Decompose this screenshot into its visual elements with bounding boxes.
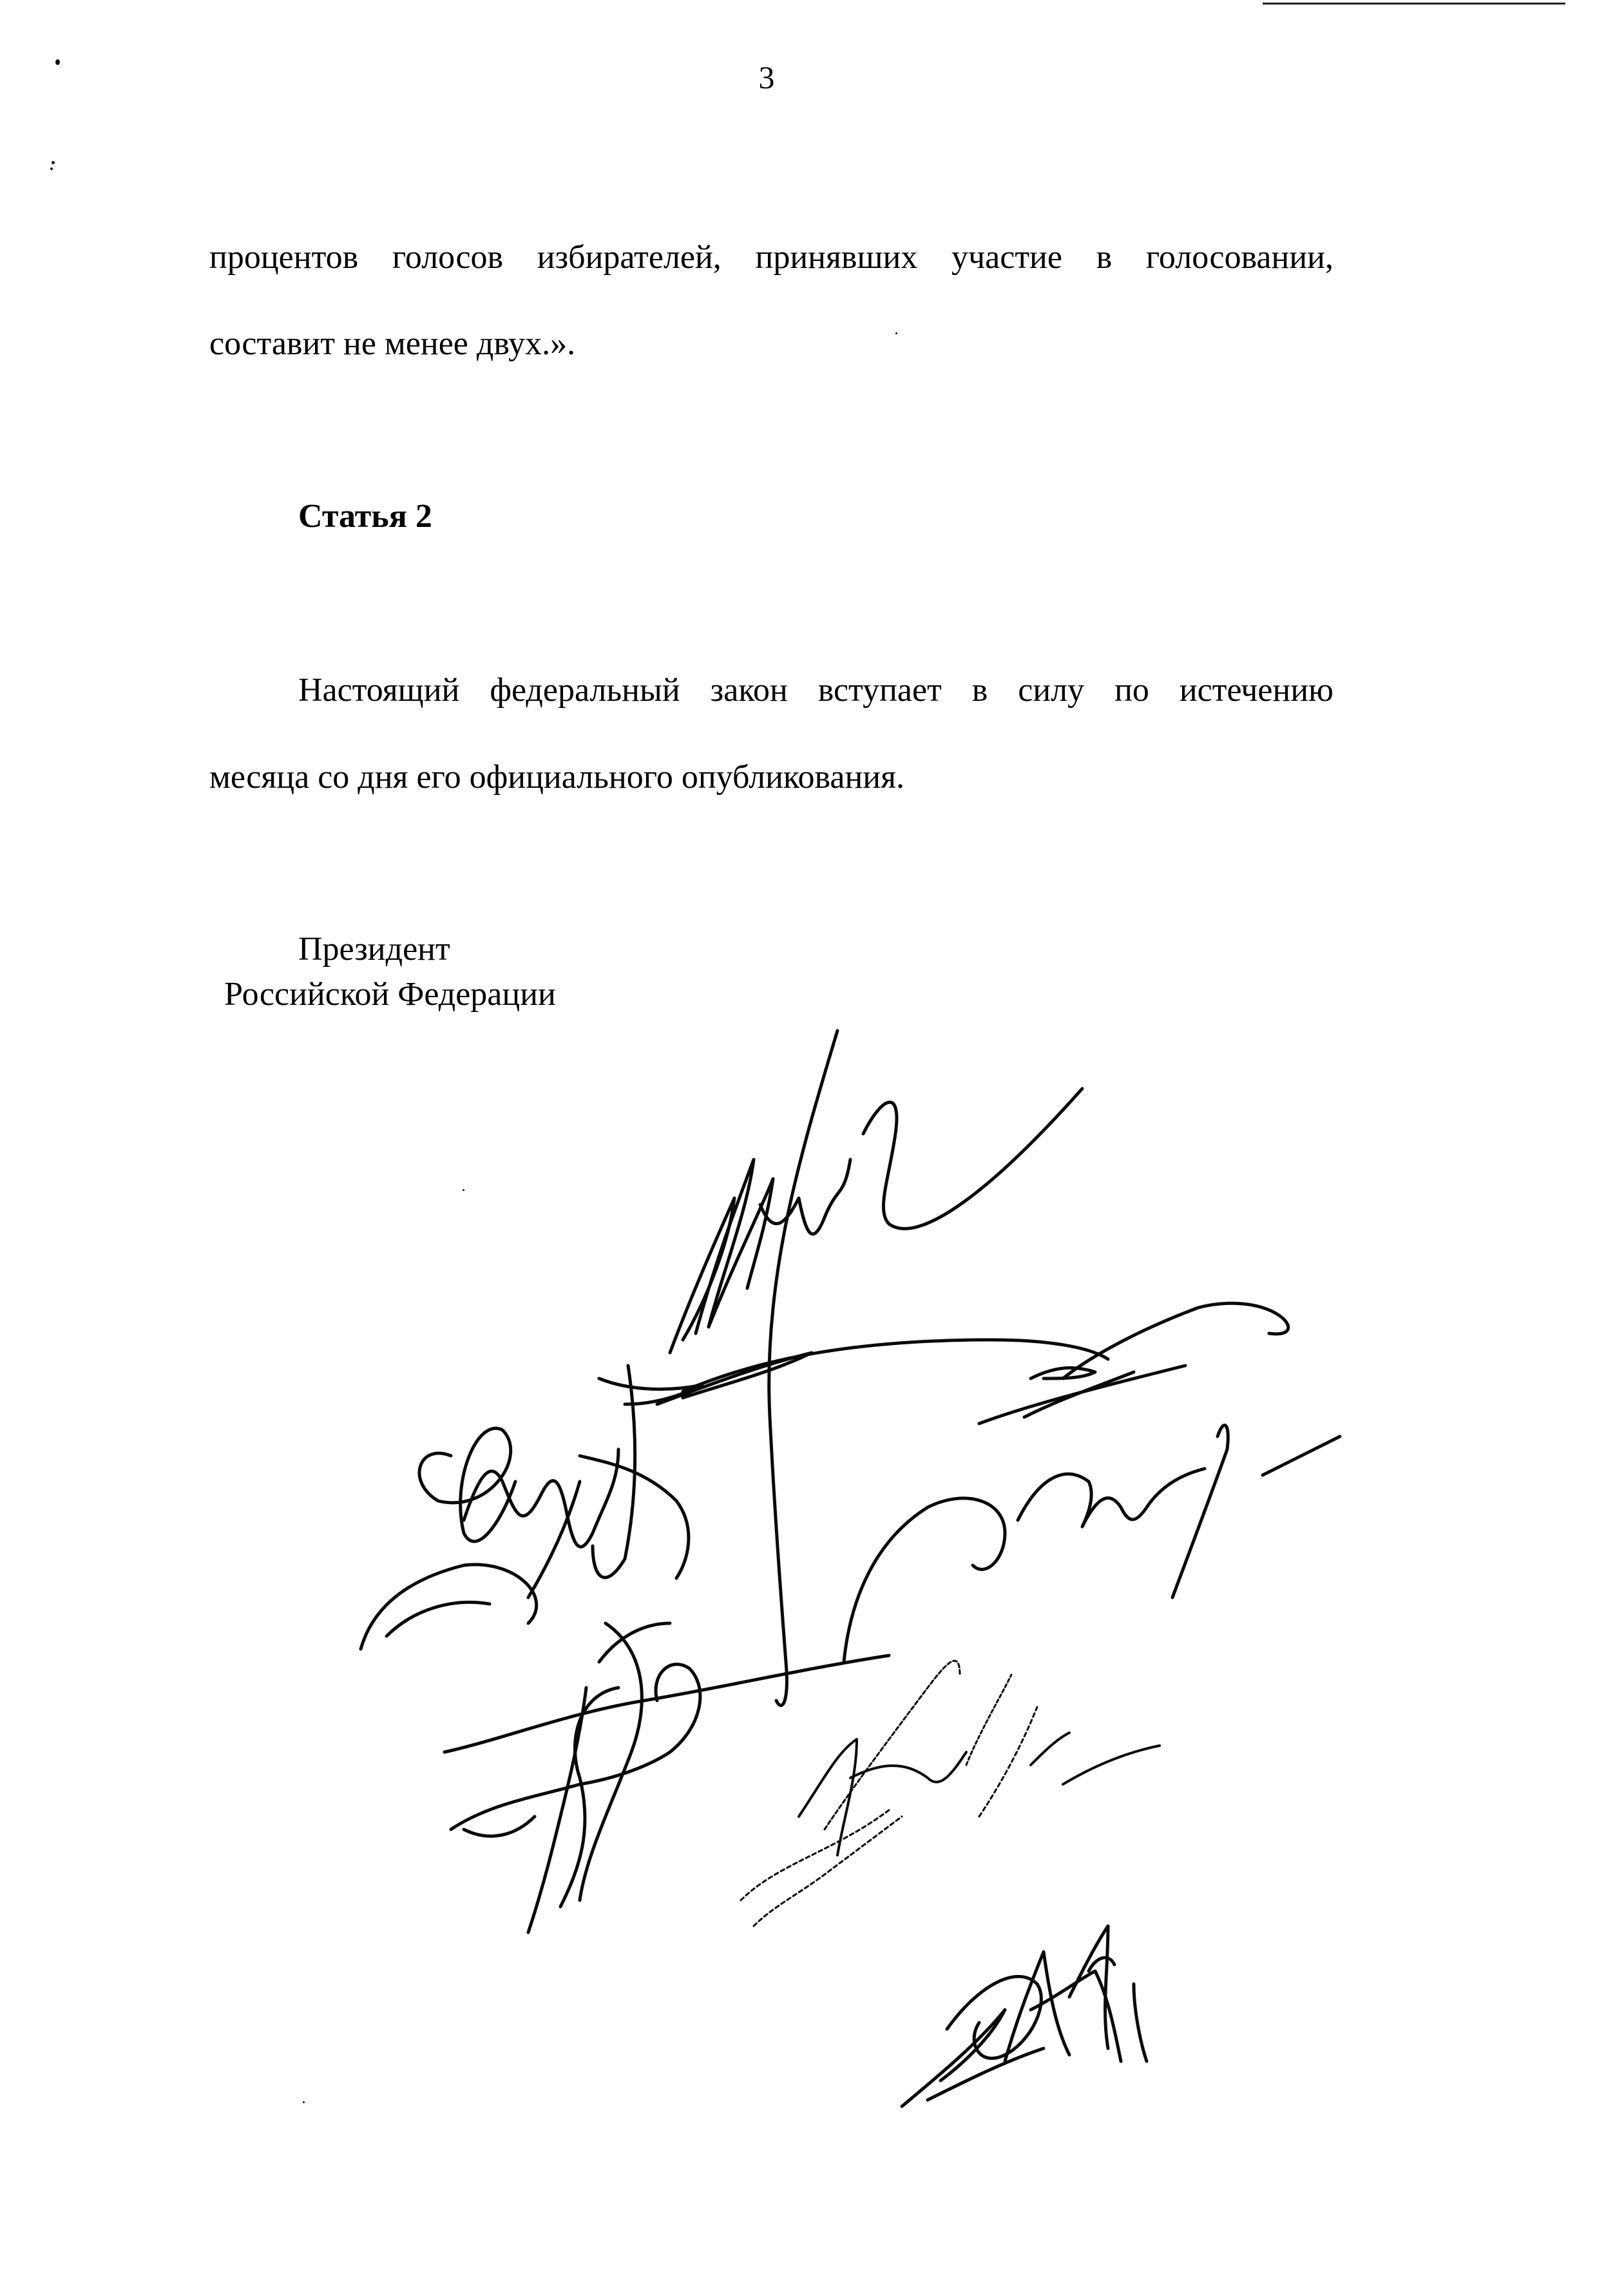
scan-speck: [463, 1189, 464, 1191]
scan-speck: [895, 332, 897, 334]
signature-2: [599, 1303, 1288, 1424]
paragraph-line: месяца со дня его официального опубликования.: [209, 759, 905, 796]
scan-speck: [52, 161, 55, 164]
signature-4: [444, 1623, 889, 1932]
signatory-org: Российской Федерации: [224, 976, 556, 1013]
signature-3: [361, 1366, 689, 1662]
signature-6: [741, 1661, 1160, 1926]
scan-speck: [55, 59, 60, 65]
page-number: 3: [758, 59, 775, 95]
paragraph-line: составит не менее двух.».: [209, 325, 576, 362]
signature-7: [902, 1926, 1147, 2106]
article-heading: Статья 2: [298, 498, 432, 535]
signatory-title: Президент: [298, 931, 450, 968]
scan-speck: [50, 167, 53, 170]
paragraph-line: процентов голосов избирателей, принявших участие в голосовании,: [209, 239, 1333, 276]
signature-5: [844, 1426, 1340, 1662]
signature-1: [670, 1031, 1082, 1706]
scan-speck: [303, 2101, 305, 2103]
paragraph-line: Настоящий федеральный закон вступает в силу по истечению: [298, 672, 1333, 709]
top-edge-rule: [1263, 3, 1565, 5]
